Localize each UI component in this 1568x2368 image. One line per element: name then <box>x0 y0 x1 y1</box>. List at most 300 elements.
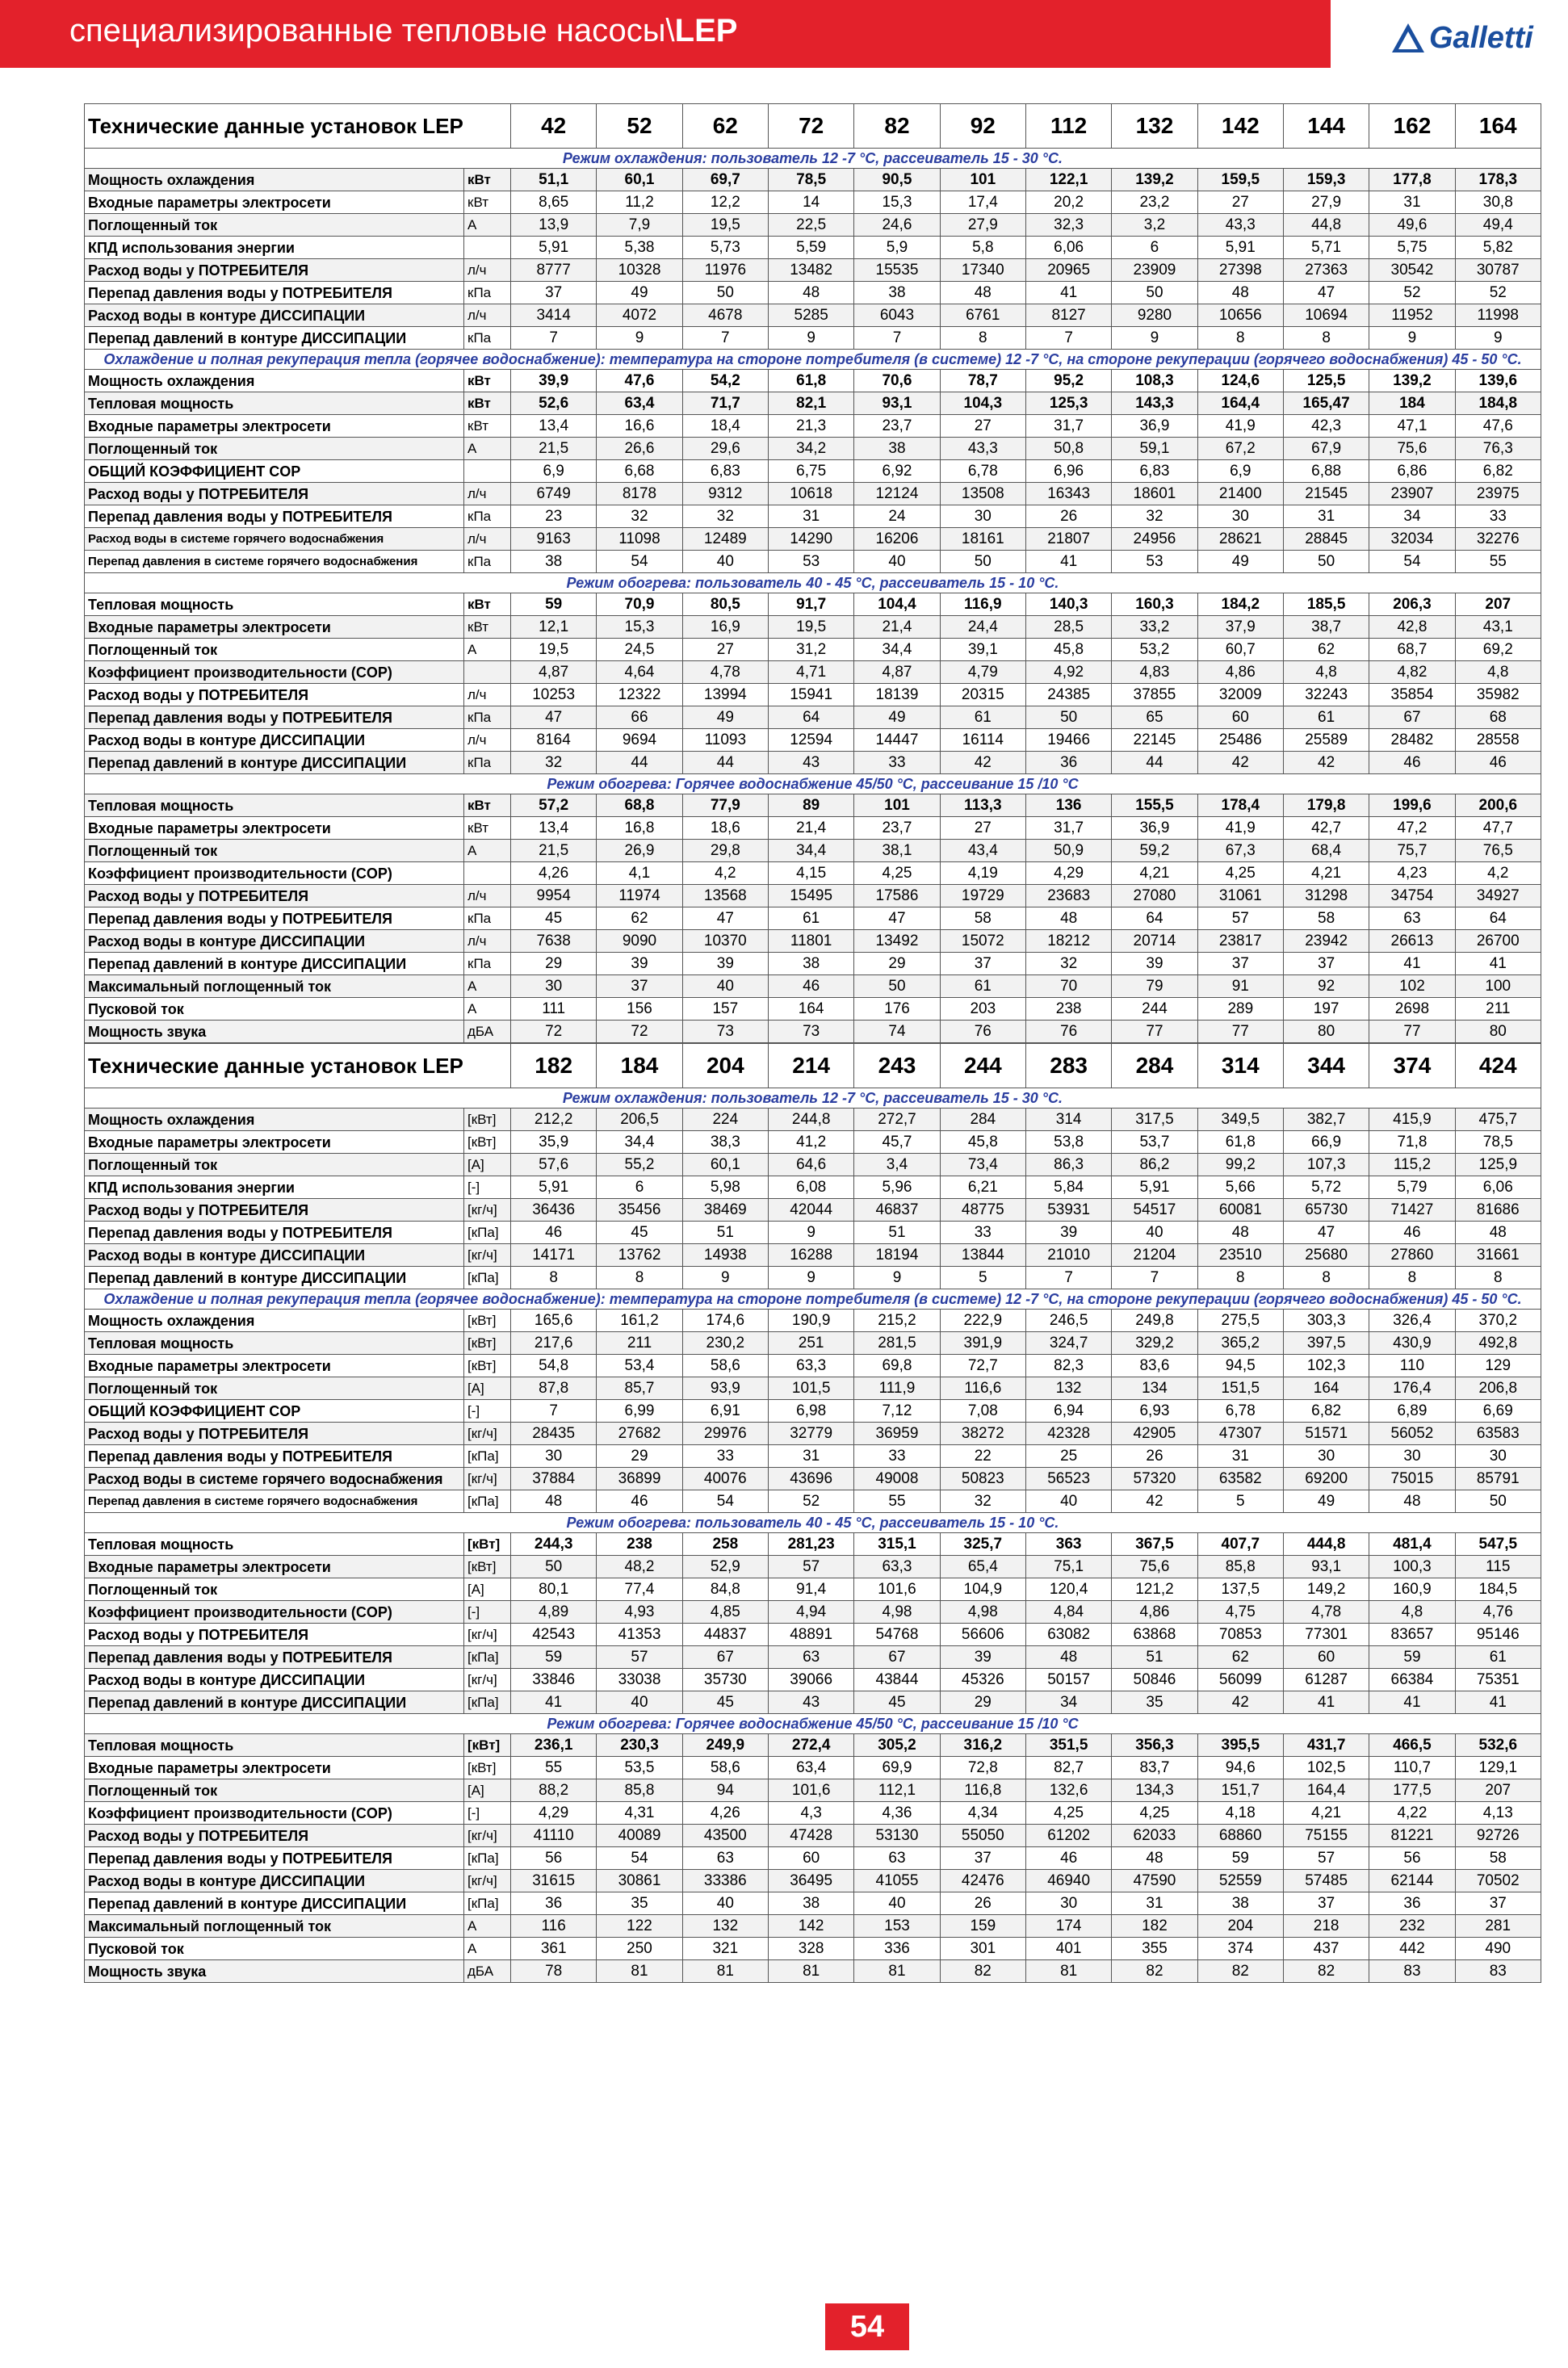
value-cell: 83,7 <box>1112 1757 1197 1779</box>
value-cell: 47 <box>854 907 940 930</box>
value-cell: 161,2 <box>597 1310 682 1332</box>
model-header: 214 <box>768 1044 853 1088</box>
model-header: 184 <box>597 1044 682 1088</box>
row-label: Расход воды у ПОТРЕБИТЕЛЯ <box>85 1199 464 1222</box>
value-cell: 7,12 <box>854 1400 940 1423</box>
row-label: Пусковой ток <box>85 1938 464 1960</box>
value-cell: 4,2 <box>1455 862 1541 885</box>
value-cell: 47307 <box>1197 1423 1283 1445</box>
table-row <box>85 1892 1541 1915</box>
value-cell: 6,98 <box>768 1400 853 1423</box>
table-row <box>85 1332 1541 1355</box>
value-cell: 6,99 <box>597 1400 682 1423</box>
value-cell: 31 <box>1369 191 1455 214</box>
table-row <box>85 840 1541 862</box>
value-cell: 444,8 <box>1283 1533 1369 1556</box>
value-cell: 153 <box>854 1915 940 1938</box>
value-cell: 86,2 <box>1112 1154 1197 1176</box>
value-cell: 29976 <box>682 1423 768 1445</box>
table-row <box>85 460 1541 483</box>
value-cell: 57320 <box>1112 1468 1197 1490</box>
table-row <box>85 1355 1541 1377</box>
value-cell: 6,06 <box>1025 237 1111 259</box>
value-cell: 15,3 <box>854 191 940 214</box>
value-cell: 57,6 <box>511 1154 597 1176</box>
row-label: Перепад давления воды у ПОТРЕБИТЕЛЯ <box>85 505 464 528</box>
value-cell: 93,1 <box>854 392 940 415</box>
value-cell: 43,1 <box>1455 616 1541 639</box>
row-unit: [кПа] <box>464 1691 511 1714</box>
value-cell: 78,7 <box>940 370 1025 392</box>
value-cell: 4,25 <box>1197 862 1283 885</box>
value-cell: 16288 <box>768 1244 853 1267</box>
value-cell: 15941 <box>768 684 853 706</box>
row-label: Расход воды в контуре ДИССИПАЦИИ <box>85 930 464 953</box>
table-row <box>85 304 1541 327</box>
value-cell: 22,5 <box>768 214 853 237</box>
value-cell: 52,9 <box>682 1556 768 1578</box>
value-cell: 17340 <box>940 259 1025 282</box>
row-unit: кВт <box>464 392 511 415</box>
table-row <box>85 1847 1541 1870</box>
value-cell: 116 <box>511 1915 597 1938</box>
value-cell: 68,8 <box>597 794 682 817</box>
value-cell: 315,1 <box>854 1533 940 1556</box>
value-cell: 11974 <box>597 885 682 907</box>
value-cell: 70853 <box>1197 1624 1283 1646</box>
value-cell: 48 <box>768 282 853 304</box>
value-cell: 177,8 <box>1369 169 1455 191</box>
table-row <box>85 907 1541 930</box>
value-cell: 86,3 <box>1025 1154 1111 1176</box>
row-unit: кВт <box>464 415 511 438</box>
value-cell: 47,6 <box>1455 415 1541 438</box>
value-cell: 15495 <box>768 885 853 907</box>
value-cell: 58,6 <box>682 1355 768 1377</box>
value-cell: 61 <box>1455 1646 1541 1669</box>
value-cell: 92 <box>1283 975 1369 998</box>
table-row <box>85 551 1541 573</box>
value-cell: 46 <box>1369 752 1455 774</box>
spec-tables <box>84 103 1541 1983</box>
value-cell: 4,8 <box>1455 661 1541 684</box>
model-header: 112 <box>1025 104 1111 149</box>
value-cell: 46 <box>1455 752 1541 774</box>
value-cell: 26700 <box>1455 930 1541 953</box>
value-cell: 5,75 <box>1369 237 1455 259</box>
value-cell: 4,75 <box>1197 1601 1283 1624</box>
section-heading: Охлаждение и полная рекуперация тепла (горячее водоснабжение): температура на стороне потребителя (в системе) 12 -7 °C, на стороне рекуперации (горячего водоснабжения) 45 - 50 °C. <box>85 350 1541 370</box>
value-cell: 6,69 <box>1455 1400 1541 1423</box>
value-cell: 14938 <box>682 1244 768 1267</box>
value-cell: 5,91 <box>1112 1176 1197 1199</box>
value-cell: 10253 <box>511 684 597 706</box>
value-cell: 215,2 <box>854 1310 940 1332</box>
row-unit: [кг/ч] <box>464 1199 511 1222</box>
value-cell: 53 <box>1112 551 1197 573</box>
value-cell: 63868 <box>1112 1624 1197 1646</box>
value-cell: 41 <box>1455 953 1541 975</box>
value-cell: 7 <box>1112 1267 1197 1289</box>
value-cell: 30 <box>1197 505 1283 528</box>
value-cell: 37 <box>511 282 597 304</box>
value-cell: 33 <box>940 1222 1025 1244</box>
table-row <box>85 1310 1541 1332</box>
value-cell: 56099 <box>1197 1669 1283 1691</box>
value-cell: 45326 <box>940 1669 1025 1691</box>
value-cell: 4678 <box>682 304 768 327</box>
value-cell: 48 <box>1455 1222 1541 1244</box>
value-cell: 54 <box>597 551 682 573</box>
value-cell: 374 <box>1197 1938 1283 1960</box>
table-title: Технические данные установок LEP <box>85 104 511 149</box>
value-cell: 12124 <box>854 483 940 505</box>
row-unit: кПа <box>464 505 511 528</box>
value-cell: 35,9 <box>511 1131 597 1154</box>
value-cell: 4,25 <box>1112 1802 1197 1825</box>
value-cell: 63082 <box>1025 1624 1111 1646</box>
value-cell: 29 <box>940 1691 1025 1714</box>
row-unit <box>464 862 511 885</box>
value-cell: 5,66 <box>1197 1176 1283 1199</box>
value-cell: 190,9 <box>768 1310 853 1332</box>
value-cell: 83,6 <box>1112 1355 1197 1377</box>
value-cell: 258 <box>682 1533 768 1556</box>
value-cell: 62144 <box>1369 1870 1455 1892</box>
page-number: 54 <box>825 2303 909 2350</box>
row-label: Расход воды в контуре ДИССИПАЦИИ <box>85 1669 464 1691</box>
model-header: 72 <box>768 104 853 149</box>
value-cell: 81 <box>854 1960 940 1983</box>
value-cell: 9 <box>768 1267 853 1289</box>
value-cell: 47 <box>682 907 768 930</box>
value-cell: 45,7 <box>854 1131 940 1154</box>
row-unit: [A] <box>464 1377 511 1400</box>
value-cell: 6,82 <box>1283 1400 1369 1423</box>
row-label: Коэффициент производительности (COP) <box>85 1601 464 1624</box>
table-row <box>85 1176 1541 1199</box>
value-cell: 34,4 <box>597 1131 682 1154</box>
row-label: Поглощенный ток <box>85 1578 464 1601</box>
value-cell: 8 <box>511 1267 597 1289</box>
row-unit: [кВт] <box>464 1109 511 1131</box>
row-label: Коэффициент производительности (COP) <box>85 862 464 885</box>
value-cell: 475,7 <box>1455 1109 1541 1131</box>
value-cell: 31,2 <box>768 639 853 661</box>
value-cell: 160,9 <box>1369 1578 1455 1601</box>
value-cell: 81 <box>597 1960 682 1983</box>
value-cell: 42,7 <box>1283 817 1369 840</box>
row-unit: [кВт] <box>464 1533 511 1556</box>
value-cell: 31 <box>768 1445 853 1468</box>
row-label: Входные параметры электросети <box>85 1131 464 1154</box>
value-cell: 236,1 <box>511 1734 597 1757</box>
value-cell: 4,85 <box>682 1601 768 1624</box>
value-cell: 37884 <box>511 1468 597 1490</box>
value-cell: 63582 <box>1197 1468 1283 1490</box>
value-cell: 48 <box>1369 1490 1455 1513</box>
value-cell: 15,3 <box>597 616 682 639</box>
value-cell: 56606 <box>940 1624 1025 1646</box>
value-cell: 238 <box>1025 998 1111 1021</box>
value-cell: 91,7 <box>768 593 853 616</box>
value-cell: 77301 <box>1283 1624 1369 1646</box>
table-row <box>85 1445 1541 1468</box>
value-cell: 34,4 <box>854 639 940 661</box>
value-cell: 17586 <box>854 885 940 907</box>
value-cell: 67,9 <box>1283 438 1369 460</box>
value-cell: 54517 <box>1112 1199 1197 1222</box>
value-cell: 50 <box>1283 551 1369 573</box>
value-cell: 40 <box>682 551 768 573</box>
value-cell: 69200 <box>1283 1468 1369 1490</box>
row-unit: л/ч <box>464 304 511 327</box>
value-cell: 107,3 <box>1283 1154 1369 1176</box>
value-cell: 65,4 <box>940 1556 1025 1578</box>
value-cell: 21,5 <box>511 840 597 862</box>
value-cell: 31298 <box>1283 885 1369 907</box>
value-cell: 35854 <box>1369 684 1455 706</box>
value-cell: 43500 <box>682 1825 768 1847</box>
value-cell: 67 <box>854 1646 940 1669</box>
value-cell: 8777 <box>511 259 597 282</box>
value-cell: 115 <box>1455 1556 1541 1578</box>
row-unit: [кВт] <box>464 1131 511 1154</box>
value-cell: 164,4 <box>1283 1779 1369 1802</box>
value-cell: 83 <box>1369 1960 1455 1983</box>
table-row <box>85 1021 1541 1043</box>
value-cell: 64 <box>1112 907 1197 930</box>
value-cell: 29,8 <box>682 840 768 862</box>
value-cell: 42 <box>1197 752 1283 774</box>
value-cell: 4,89 <box>511 1601 597 1624</box>
value-cell: 21400 <box>1197 483 1283 505</box>
row-unit: кВт <box>464 794 511 817</box>
value-cell: 51571 <box>1283 1423 1369 1445</box>
value-cell: 11,2 <box>597 191 682 214</box>
value-cell: 22 <box>940 1445 1025 1468</box>
value-cell: 20,2 <box>1025 191 1111 214</box>
value-cell: 81 <box>768 1960 853 1983</box>
table-row <box>85 885 1541 907</box>
value-cell: 59 <box>511 593 597 616</box>
value-cell: 272,4 <box>768 1734 853 1757</box>
value-cell: 4,71 <box>768 661 853 684</box>
value-cell: 76,3 <box>1455 438 1541 460</box>
row-unit: [кг/ч] <box>464 1624 511 1646</box>
value-cell: 44,8 <box>1283 214 1369 237</box>
value-cell: 46940 <box>1025 1870 1111 1892</box>
row-label: Расход воды у ПОТРЕБИТЕЛЯ <box>85 885 464 907</box>
value-cell: 58 <box>1455 1847 1541 1870</box>
value-cell: 431,7 <box>1283 1734 1369 1757</box>
value-cell: 65 <box>1112 706 1197 729</box>
table-row <box>85 1556 1541 1578</box>
value-cell: 59 <box>1197 1847 1283 1870</box>
value-cell: 165,6 <box>511 1310 597 1332</box>
value-cell: 33 <box>682 1445 768 1468</box>
value-cell: 4,1 <box>597 862 682 885</box>
value-cell: 48 <box>1197 1222 1283 1244</box>
value-cell: 55,2 <box>597 1154 682 1176</box>
table-row <box>85 1624 1541 1646</box>
value-cell: 75351 <box>1455 1669 1541 1691</box>
value-cell: 6,92 <box>854 460 940 483</box>
row-label: КПД использования энергии <box>85 237 464 259</box>
value-cell: 250 <box>597 1938 682 1960</box>
table-row <box>85 259 1541 282</box>
row-unit: [кПа] <box>464 1222 511 1244</box>
row-label: Коэффициент производительности (COP) <box>85 1802 464 1825</box>
value-cell: 39 <box>1112 953 1197 975</box>
value-cell: 370,2 <box>1455 1310 1541 1332</box>
model-header: 284 <box>1112 1044 1197 1088</box>
row-unit: л/ч <box>464 930 511 953</box>
value-cell: 164 <box>1283 1377 1369 1400</box>
row-label: Поглощенный ток <box>85 214 464 237</box>
value-cell: 75,6 <box>1369 438 1455 460</box>
value-cell: 48 <box>1025 907 1111 930</box>
value-cell: 12594 <box>768 729 853 752</box>
value-cell: 62 <box>1283 639 1369 661</box>
table-row <box>85 1757 1541 1779</box>
row-unit: A <box>464 214 511 237</box>
galletti-logo <box>1390 18 1533 58</box>
value-cell: 140,3 <box>1025 593 1111 616</box>
value-cell: 19,5 <box>511 639 597 661</box>
model-header: 243 <box>854 1044 940 1088</box>
value-cell: 60 <box>1283 1646 1369 1669</box>
value-cell: 34 <box>1025 1691 1111 1714</box>
value-cell: 38272 <box>940 1423 1025 1445</box>
value-cell: 25486 <box>1197 729 1283 752</box>
value-cell: 232 <box>1369 1915 1455 1938</box>
value-cell: 40 <box>682 1892 768 1915</box>
value-cell: 5 <box>1197 1490 1283 1513</box>
row-unit: л/ч <box>464 528 511 551</box>
value-cell: 61 <box>768 907 853 930</box>
value-cell: 12,1 <box>511 616 597 639</box>
value-cell: 11976 <box>682 259 768 282</box>
value-cell: 4,36 <box>854 1802 940 1825</box>
value-cell: 91 <box>1197 975 1283 998</box>
value-cell: 120,4 <box>1025 1578 1111 1601</box>
model-header: 424 <box>1455 1044 1541 1088</box>
value-cell: 24,6 <box>854 214 940 237</box>
value-cell: 63 <box>1369 907 1455 930</box>
table-row <box>85 1578 1541 1601</box>
value-cell: 76 <box>1025 1021 1111 1043</box>
row-label: Перепад давлений в контуре ДИССИПАЦИИ <box>85 1691 464 1714</box>
row-label: Мощность звука <box>85 1021 464 1043</box>
value-cell: 30 <box>940 505 1025 528</box>
table-title: Технические данные установок LEP <box>85 1044 511 1088</box>
value-cell: 275,5 <box>1197 1310 1283 1332</box>
value-cell: 35 <box>597 1892 682 1915</box>
table-row <box>85 729 1541 752</box>
value-cell: 151,5 <box>1197 1377 1283 1400</box>
row-unit: кВт <box>464 817 511 840</box>
value-cell: 32276 <box>1455 528 1541 551</box>
value-cell: 12489 <box>682 528 768 551</box>
value-cell: 204 <box>1197 1915 1283 1938</box>
value-cell: 43,4 <box>940 840 1025 862</box>
row-unit: кВт <box>464 616 511 639</box>
value-cell: 7 <box>1025 1267 1111 1289</box>
value-cell: 356,3 <box>1112 1734 1197 1757</box>
value-cell: 36 <box>1369 1892 1455 1915</box>
table-row <box>85 392 1541 415</box>
value-cell: 4,87 <box>854 661 940 684</box>
table-row <box>85 282 1541 304</box>
value-cell: 317,5 <box>1112 1109 1197 1131</box>
value-cell: 48 <box>940 282 1025 304</box>
row-unit: A <box>464 840 511 862</box>
row-unit: кВт <box>464 191 511 214</box>
value-cell: 139,2 <box>1369 370 1455 392</box>
value-cell: 23510 <box>1197 1244 1283 1267</box>
value-cell: 328 <box>768 1938 853 1960</box>
value-cell: 66384 <box>1369 1669 1455 1691</box>
row-label: Поглощенный ток <box>85 1779 464 1802</box>
value-cell: 59,2 <box>1112 840 1197 862</box>
value-cell: 12,2 <box>682 191 768 214</box>
value-cell: 33,2 <box>1112 616 1197 639</box>
value-cell: 10328 <box>597 259 682 282</box>
value-cell: 6,21 <box>940 1176 1025 1199</box>
model-header: 344 <box>1283 1044 1369 1088</box>
table-row <box>85 862 1541 885</box>
value-cell: 134,3 <box>1112 1779 1197 1802</box>
value-cell: 13,4 <box>511 817 597 840</box>
value-cell: 10618 <box>768 483 853 505</box>
value-cell: 10656 <box>1197 304 1283 327</box>
value-cell: 46 <box>768 975 853 998</box>
table-row <box>85 327 1541 350</box>
value-cell: 134 <box>1112 1377 1197 1400</box>
value-cell: 4,23 <box>1369 862 1455 885</box>
value-cell: 31 <box>1283 505 1369 528</box>
value-cell: 39066 <box>768 1669 853 1691</box>
value-cell: 6,93 <box>1112 1400 1197 1423</box>
value-cell: 76 <box>940 1021 1025 1043</box>
value-cell: 176 <box>854 998 940 1021</box>
row-label: Перепад давлений в контуре ДИССИПАЦИИ <box>85 953 464 975</box>
value-cell: 61 <box>940 706 1025 729</box>
value-cell: 159,5 <box>1197 169 1283 191</box>
value-cell: 26,6 <box>597 438 682 460</box>
value-cell: 125,9 <box>1455 1154 1541 1176</box>
value-cell: 19729 <box>940 885 1025 907</box>
value-cell: 14171 <box>511 1244 597 1267</box>
value-cell: 53 <box>768 551 853 573</box>
value-cell: 53931 <box>1025 1199 1111 1222</box>
value-cell: 4,2 <box>682 862 768 885</box>
value-cell: 82,1 <box>768 392 853 415</box>
row-unit: [кВт] <box>464 1556 511 1578</box>
value-cell: 8 <box>1455 1267 1541 1289</box>
value-cell: 184,5 <box>1455 1578 1541 1601</box>
value-cell: 78,5 <box>768 169 853 191</box>
table-row <box>85 1691 1541 1714</box>
value-cell: 70 <box>1025 975 1111 998</box>
value-cell: 13482 <box>768 259 853 282</box>
table-row <box>85 415 1541 438</box>
value-cell: 116,9 <box>940 593 1025 616</box>
value-cell: 50157 <box>1025 1669 1111 1691</box>
value-cell: 42,3 <box>1283 415 1369 438</box>
table-row <box>85 953 1541 975</box>
